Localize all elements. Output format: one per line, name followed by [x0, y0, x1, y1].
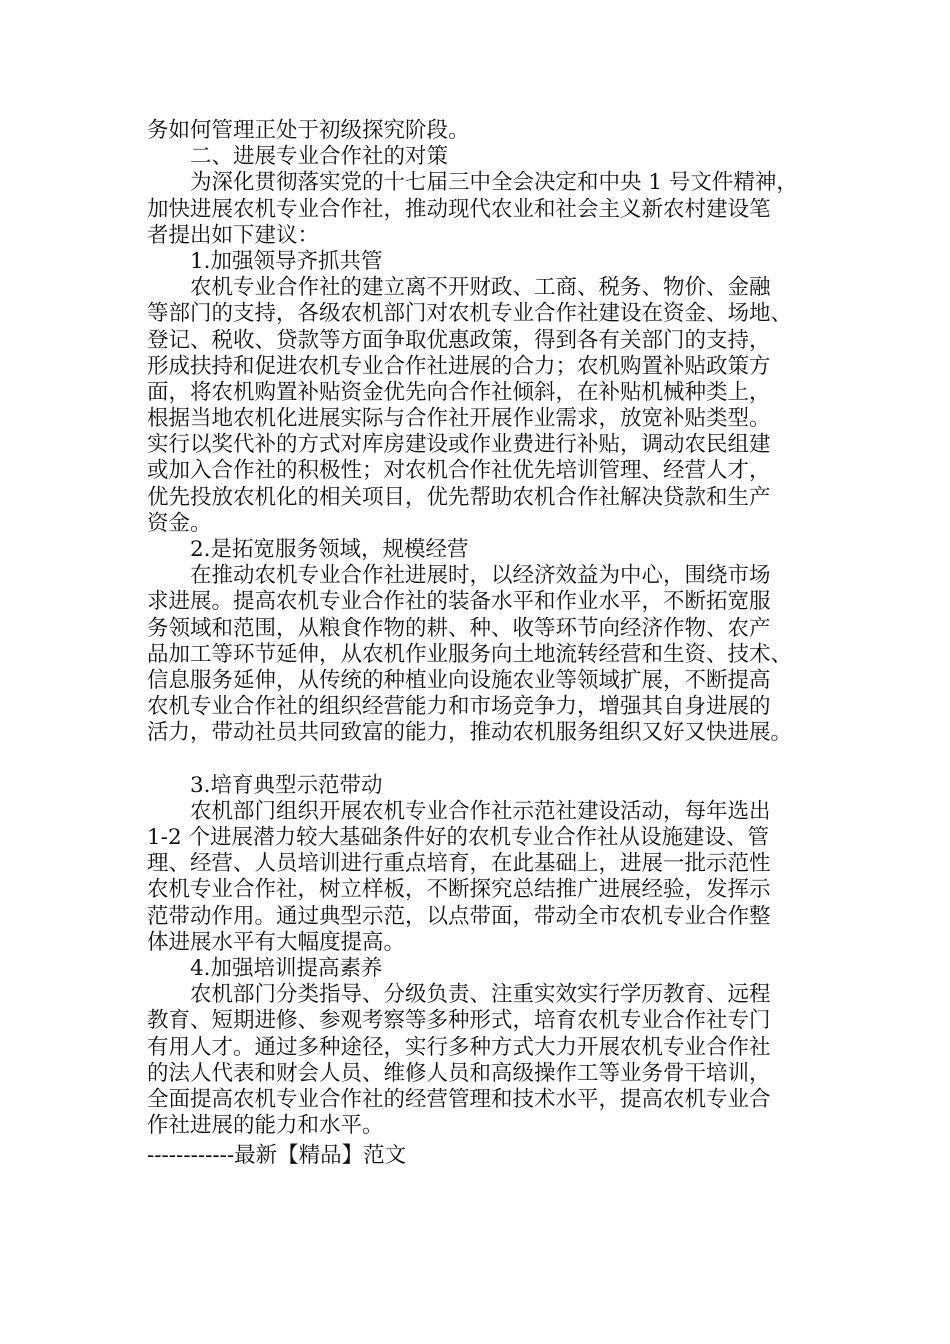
body-line: 务如何管理正处于初级探究阶段。 — [147, 118, 470, 143]
body-line: 求进展。提高农机专业合作社的装备水平和作业水平，不断拓宽服 — [147, 589, 771, 615]
paragraph-first-line: 为深化贯彻落实党的十七届三中全会决定和中央 1 号文件精神， — [190, 170, 798, 196]
body-line: 信息服务延伸，从传统的种植业向设施农业等领域扩展，不断提高 — [147, 667, 771, 693]
subheading: 1.加强领导齐抓共管 — [190, 248, 383, 274]
paragraph-first-line: 农机部门分类指导、分级负责、注重实效实行学历教育、远程 — [190, 982, 771, 1008]
body-line: 登记、税收、贷款等方面争取优惠政策，得到各有关部门的支持， — [147, 327, 771, 353]
subheading: 2.是拓宽服务领域，规模经营 — [190, 537, 469, 562]
body-line: 活力，带动社员共同致富的能力，推动农机服务组织又好又快进展。 — [147, 720, 793, 746]
body-line: 有用人才。通过多种途径，实行多种方式大力开展农机专业合作社 — [147, 1034, 771, 1060]
body-line: 实行以奖代补的方式对库房建设或作业费进行补贴，调动农民组建 — [147, 432, 771, 458]
document-body — [147, 118, 807, 1139]
paragraph-first-line: 农机专业合作社的建立离不开财政、工商、税务、物价、金融 — [190, 275, 771, 301]
body-line: 1-2 个进展潜力较大基础条件好的农机专业合作社从设施建设、管 — [147, 825, 769, 851]
body-line: 优先投放农机化的相关项目，优先帮助农机合作社解决贷款和生产 — [147, 484, 771, 510]
body-line: 作社进展的能力和水平。 — [147, 1113, 384, 1139]
body-line: 务领域和范围，从粮食作物的耕、种、收等环节向经济作物、农产 — [147, 615, 771, 641]
paragraph-gap — [147, 747, 807, 773]
body-line: 者提出如下建议： — [147, 222, 320, 248]
section-heading: 二、进展专业合作社的对策 — [190, 144, 449, 170]
paragraph-first-line: 农机部门组织开展农机专业合作社示范社建设活动，每年选出 — [190, 798, 771, 824]
body-line: 等部门的支持，各级农机部门对农机专业合作社建设在资金、场地、 — [147, 301, 793, 327]
body-line: 理、经营、人员培训进行重点培育，在此基础上，进展一批示范性 — [147, 851, 771, 877]
body-line: 品加工等环节延伸，从农机作业服务向土地流转经营和生资、技术、 — [147, 641, 793, 667]
subheading: 3.培育典型示范带动 — [190, 772, 383, 798]
paragraph-first-line: 在推动农机专业合作社进展时，以经济效益为中心，围绕市场 — [190, 563, 771, 589]
body-line: 加快进展农机专业合作社，推动现代农业和社会主义新农村建设笔 — [147, 196, 771, 222]
body-line: 体进展水平有大幅度提高。 — [147, 929, 406, 955]
body-line: 形成扶持和促进农机专业合作社进展的合力；农机购置补贴政策方 — [147, 353, 771, 379]
body-line: 农机专业合作社，树立样板，不断探究总结推广进展经验，发挥示 — [147, 877, 771, 903]
body-line: 农机专业合作社的组织经营能力和市场竞争力，增强其自身进展的 — [147, 694, 771, 720]
body-line: 根据当地农机化进展实际与合作社开展作业需求，放宽补贴类型。 — [147, 406, 771, 432]
body-line: 或加入合作社的积极性；对农机合作社优先培训管理、经营人才， — [147, 458, 771, 484]
subheading: 4.加强培训提高素养 — [190, 956, 383, 981]
body-line: 范带动作用。通过典型示范，以点带面，带动全市农机专业合作整 — [147, 903, 771, 929]
body-line: 教育、短期进修、参观考察等多种形式，培育农机专业合作社专门 — [147, 1008, 771, 1034]
body-line: 面，将农机购置补贴资金优先向合作社倾斜，在补贴机械种类上， — [147, 379, 771, 405]
body-line: 资金。 — [147, 510, 212, 536]
footer-text: ------------最新【精品】范文 — [147, 1143, 407, 1168]
body-line: 的法人代表和财会人员、维修人员和高级操作工等业务骨干培训， — [147, 1060, 771, 1086]
body-line: 全面提高农机专业合作社的经营管理和技术水平，提高农机专业合 — [147, 1086, 771, 1112]
